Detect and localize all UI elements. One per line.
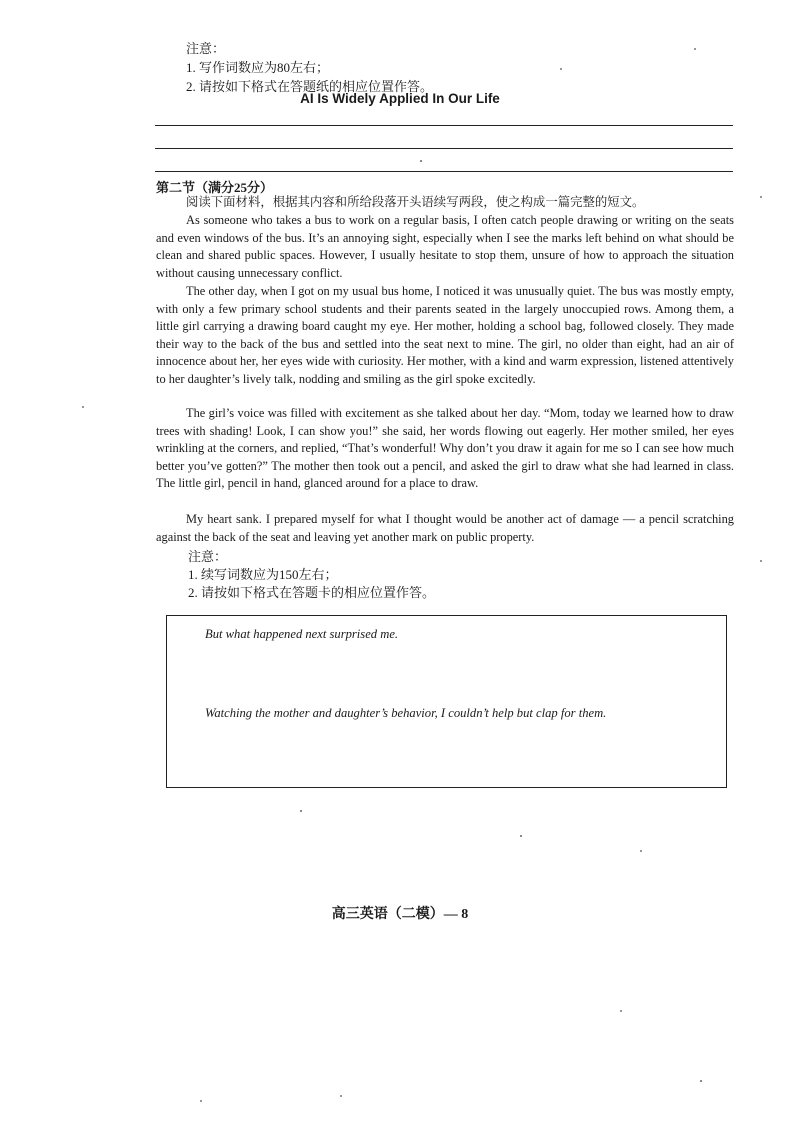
notes-heading-2: 注意： <box>188 549 228 564</box>
writing-line <box>155 148 733 149</box>
continuation-opening-2: Watching the mother and daughter’s behavior, I couldn’t help but clap for them. <box>205 706 607 720</box>
note-item-answer-format: 2. 请按如下格式在答题纸的相应位置作答。 <box>186 79 434 94</box>
section-heading: 第二节（满分25分） <box>156 180 274 195</box>
writing-line <box>155 125 733 126</box>
page-footer: 高三英语（二模）— 8 <box>331 907 469 922</box>
continuation-opening-1: But what happened next surprised me. <box>205 627 399 641</box>
continuation-answer-box[interactable] <box>166 615 727 788</box>
note-item-word-count: 1. 写作词数应为80左右； <box>186 60 330 75</box>
passage-paragraph-1: As someone who takes a bus to work on a regular basis, I often catch people drawing or writing on the seats and even windows of the bus. It’s an annoying sight, especially when I see the marks left behind on what should be clean and shared public spaces. However, I usually hesitate to stop them, unsure of how to approach the situation without causing unnecessary conflict. <box>156 213 734 280</box>
section-instruction: 阅读下面材料，根据其内容和所给段落开头语续写两段，使之构成一篇完整的短文。 <box>186 195 645 209</box>
passage-paragraph-4: My heart sank. I prepared myself for what I thought would be another act of damage — a pencil scratching against the back of the seat and leaving yet another mark on public property. <box>156 512 734 544</box>
passage-paragraph-3: The girl’s voice was filled with excitement as she talked about her day. “Mom, today we learned how to draw trees with shading! Look, I can show you!” she said, her words flowing out eagerly. Her mother smiled, her eyes wrinkling at the corners, and replied, “That’s wonderful! Why don’t you draw it again for me so I can see how much better you’ve gotten?” The mother then took out a pencil, and asked the girl to draw what she had learned in class. The little girl, pencil in hand, glanced around for a place to draw. <box>156 406 734 491</box>
writing-line <box>155 171 733 172</box>
essay-title: AI Is Widely Applied In Our Life <box>300 91 500 106</box>
note-item-answer-format-2: 2. 请按如下格式在答题卡的相应位置作答。 <box>188 585 436 600</box>
passage-paragraph-2: The other day, when I got on my usual bus home, I noticed it was unusually quiet. The bus was mostly empty, with only a few primary school students and their parents seated in the largely unoccupied rows. Among them, a little girl carrying a drawing board caught my eye. Her mother, holding a school bag, followed closely. They made their way to the back of the bus and settled into the seat next to mine. The girl, no older than eight, had an air of innocence about her, her eyes wide with curiosity. Her mother, with a kind and warm expression, listened attentively to her daughter’s lively talk, nodding and smiling as the girl spoke excitedly. <box>156 284 734 386</box>
notes-heading: 注意： <box>186 41 226 56</box>
note-item-word-count-2: 1. 续写词数应为150左右； <box>188 567 338 582</box>
